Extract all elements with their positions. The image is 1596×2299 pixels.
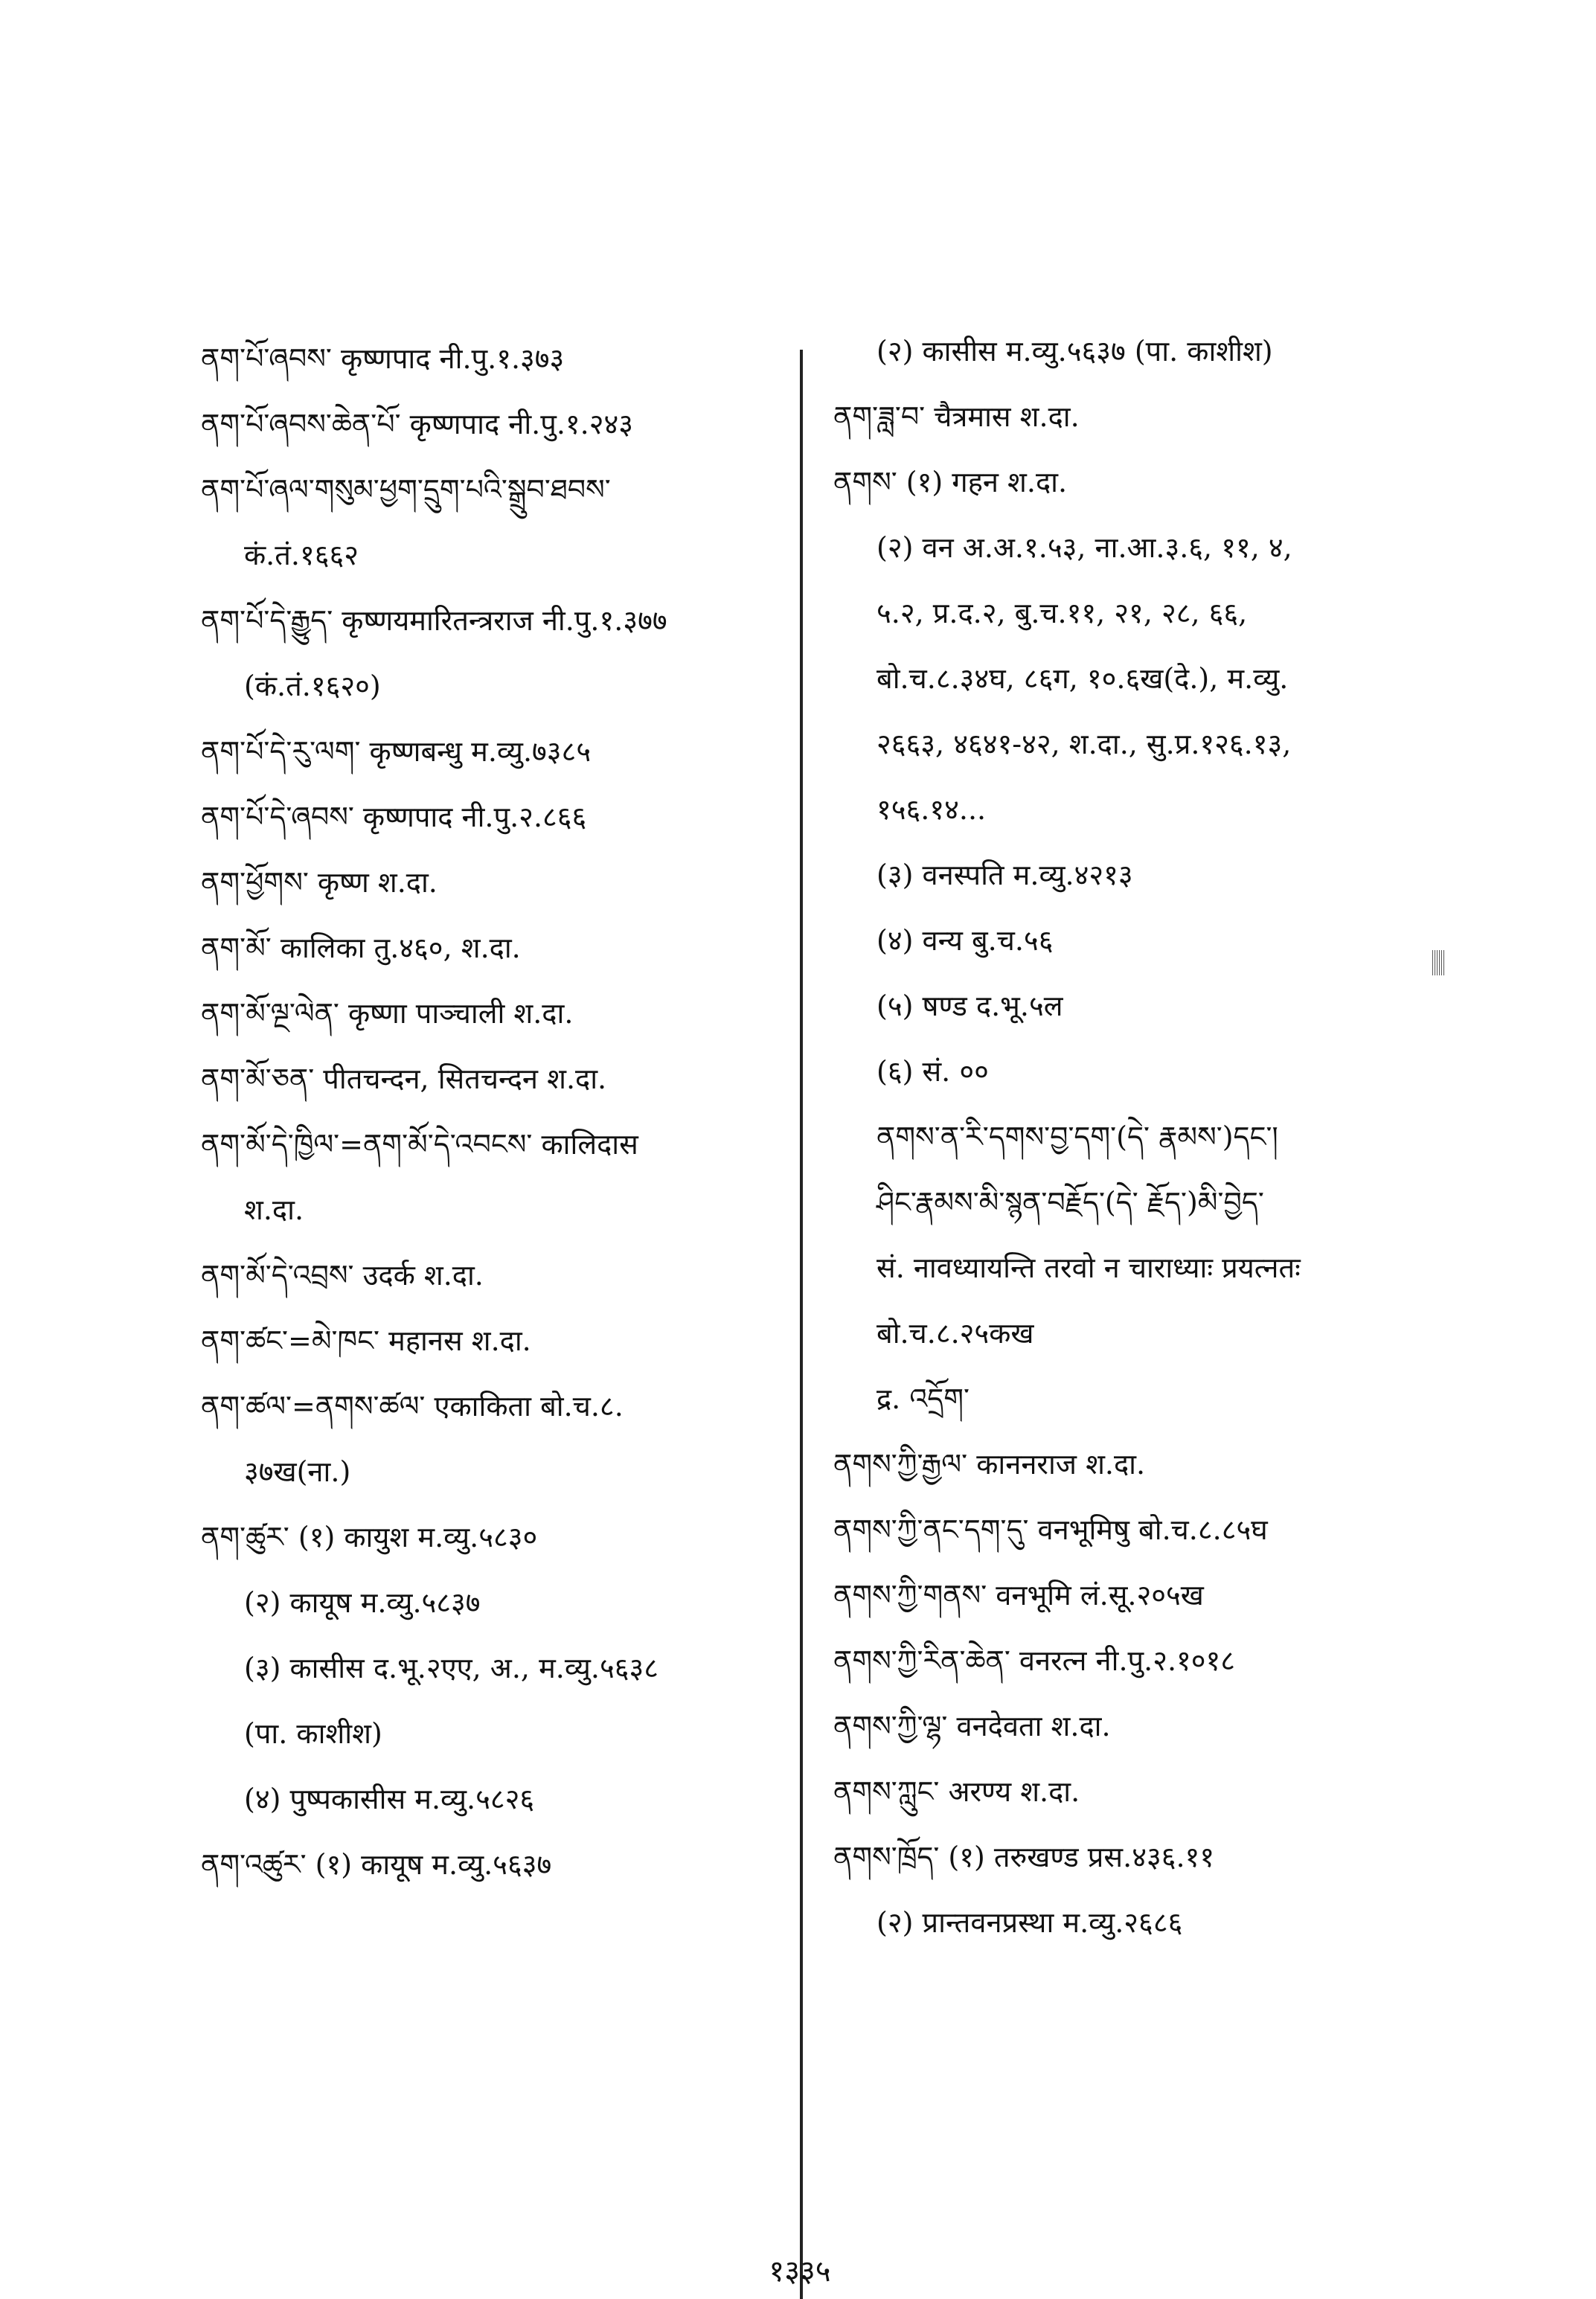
dictionary-line: (४) पुष्पकासीस म.व्यु.५८२६ <box>244 1783 535 1815</box>
dictionary-line: ནགས་ (१) गहन श.दा. <box>833 466 1068 498</box>
dictionary-line: बो.च.८.२५कख <box>876 1317 1034 1350</box>
dictionary-line: ནག་འཚུར་ (१) कायूष म.व्यु.५६३७ <box>201 1848 552 1881</box>
dictionary-line: ནགས་ཀྱི་རྒྱལ་ काननराज श.दा. <box>833 1448 1146 1481</box>
dictionary-line: ནག་ཚང་=མེ་ཁང་ महानस श.दा. <box>201 1324 531 1357</box>
dictionary-line: (५) षण्ड द.भू.५ल <box>876 990 1063 1022</box>
dictionary-line: ནག་པོ་དེ་རུ་ལག་ कृष्णबन्धु म.व्यु.७३८५ <box>201 735 592 768</box>
dictionary-line: ནག་མོ་དེ་འབྲས་ उदर्क श.दा. <box>201 1259 484 1292</box>
dictionary-line: ནག་པོ་ཞལ་གསུམ་ཕྱག་དྲུག་པའི་སྒྲུབ་ཐབས་ <box>201 473 611 506</box>
dictionary-line: श.दा. <box>244 1193 304 1226</box>
dictionary-line: ནགས་ཀྱི་ནང་དག་དུ་ वनभूमिषु बो.च.८.८५घ <box>833 1513 1268 1546</box>
dictionary-line: ནགས་ཀླུང་ अरण्य श.दा. <box>833 1775 1080 1808</box>
dictionary-line: (६) सं. ०० <box>876 1055 989 1088</box>
dictionary-line: ནགས་ཀྱི་ལྷ་ वनदेवता श.दा. <box>833 1710 1111 1742</box>
dictionary-line: बो.च.८.३४घ, ८६ग, १०.६ख(दे.), म.व्यु. <box>876 662 1289 695</box>
dictionary-line: ५.२, प्र.द.२, बु.च.११, २१, २८, ६६, <box>876 597 1248 629</box>
dictionary-line: २६६३, ४६४१-४२, श.दा., सु.प्र.१२६.१३, <box>876 728 1292 760</box>
dictionary-line: (२) कासीस म.व्यु.५६३७ (पा. काशीश) <box>876 335 1273 368</box>
dictionary-line: (२) प्रान्तवनप्रस्था म.व्यु.२६८६ <box>876 1906 1183 1939</box>
dictionary-line: (पा. काशीश) <box>244 1717 382 1750</box>
dictionary-line: सं. नावध्यायन्ति तरवो न चाराध्याः प्रयत्नतः <box>876 1251 1301 1284</box>
dictionary-line: ནག་མོ་ལྔ་ལེན་ कृष्णा पाञ्चाली श.दा. <box>201 997 574 1030</box>
dictionary-line: (४) वन्य बु.च.५६ <box>876 924 1054 957</box>
dictionary-line: द्र. འདྲོག་ <box>876 1382 970 1415</box>
dictionary-line: ནག་ཚལ་=ནགས་ཚལ་ एकाकिता बो.च.८. <box>201 1390 624 1423</box>
dictionary-line: (३) वनस्पति म.व्यु.४२१३ <box>876 859 1133 891</box>
dictionary-line: ནག་པོ་དེ་ཞབས་ कृष्णपाद नी.पु.२.८६६ <box>201 801 587 833</box>
dictionary-line: ནག་ཕྱོགས་ कृष्ण श.दा. <box>201 866 438 899</box>
dictionary-line: ནག་མོ་ཅན་ पीतचन्दन, सितचन्दन श.दा. <box>201 1062 607 1095</box>
dictionary-line: (२) कायूष म.व्यु.५८३७ <box>244 1586 481 1619</box>
dictionary-line: ३७ख(ना.) <box>244 1455 351 1488</box>
dictionary-line: ནག་པོ་ཞབས་ कृष्णपाद नी.पु.१.३७३ <box>201 342 565 375</box>
dictionary-line: ནག་མོ་ कालिका तु.४६०, श.दा. <box>201 932 521 964</box>
dictionary-line: ནག་པོ་ཞབས་ཆེན་པོ་ कृष्णपाद नी.पु.१.२४३ <box>201 408 634 440</box>
page-number: १३३५ <box>769 2254 831 2289</box>
column-divider <box>800 350 803 2299</box>
dictionary-line: ནགས་ཀྱི་གནས་ वनभूमि लं.सू.२०५ख <box>833 1579 1204 1612</box>
dictionary-line: ནག་ཟླ་བ་ चैत्रमास श.दा. <box>833 400 1080 433</box>
dictionary-line: (कं.तं.१६२०) <box>244 670 381 702</box>
dictionary-line: ནགས་ན་རི་དགས་བྱ་དག་(དེ་ རྣམས་)དང་། <box>876 1120 1278 1153</box>
dictionary-line: ཤིང་རྣམས་མི་སྙན་བརྗོད་(དེ་ རྗོད་)མི་བྱེད་ <box>876 1186 1264 1219</box>
dictionary-line: ནག་ཚུར་ (१) कायुश म.व्यु.५८३० <box>201 1521 538 1553</box>
scan-artifact-mark <box>1432 950 1446 975</box>
dictionary-line: ནག་པོ་དེ་རྒྱུད་ कृष्णयमारितन्त्रराज नी.पु.१.३७७ <box>201 604 667 637</box>
dictionary-line: ནག་མོ་དེ་ཁྱིལ་=ནག་མོ་དེ་འབངས་ कालिदास <box>201 1128 638 1161</box>
dictionary-line: ནགས་ཀྱི་རིན་ཆེན་ वनरत्न नी.पु.२.१०१८ <box>833 1644 1236 1677</box>
dictionary-line: (३) कासीस द.भू.२एए, अ., म.व्यु.५६३८ <box>244 1652 659 1684</box>
dictionary-line: १५६.१४... <box>876 793 987 826</box>
dictionary-line: कं.तं.१६६२ <box>244 539 359 571</box>
dictionary-line: (२) वन अ.अ.१.५३, ना.आ.३.६, ११, ४, <box>876 531 1292 564</box>
dictionary-line: ནགས་ཁྲོད་ (१) तरुखण्ड प्रस.४३६.११ <box>833 1841 1215 1873</box>
